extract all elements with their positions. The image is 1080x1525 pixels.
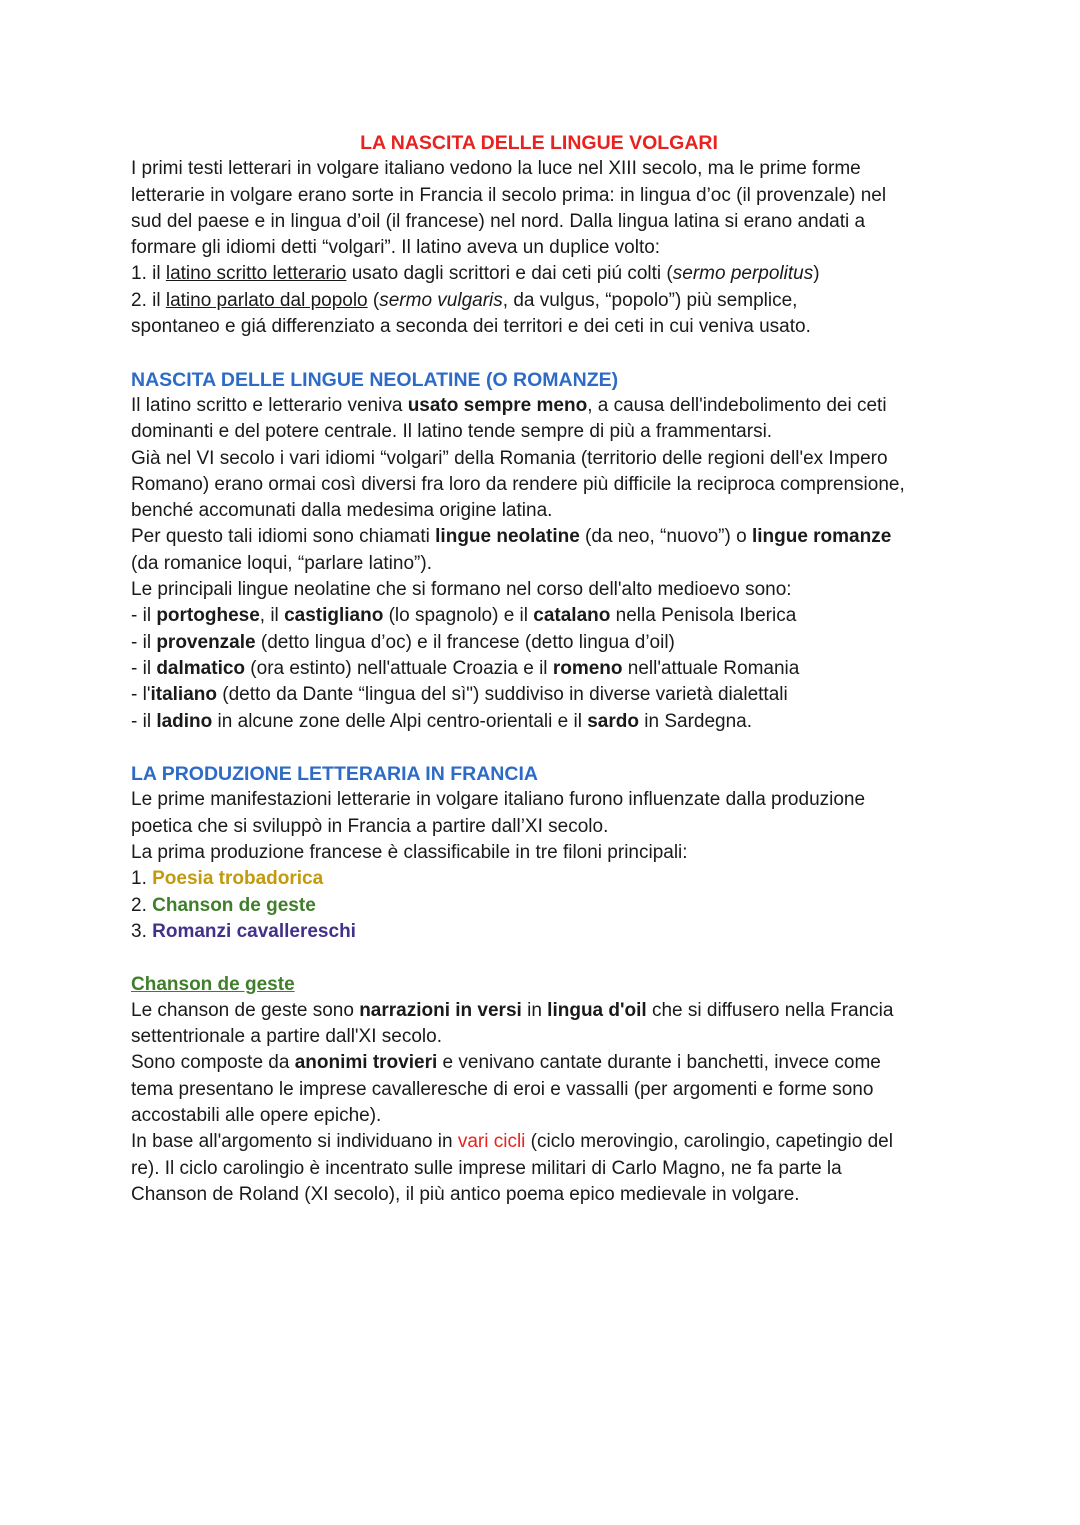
section-heading-neolatine: NASCITA DELLE LINGUE NEOLATINE (O ROMANZE): [131, 368, 619, 391]
intro-line-1: I primi testi letterari in volgare italiano vedono la luce nel XIII secolo, ma le prime forme: [131, 158, 861, 180]
underlined-term: latino scritto letterario: [165, 263, 347, 285]
list-item: - il dalmatico (ora estinto) nell'attuale Croazia e il romeno nell'attuale Romania: [131, 657, 800, 679]
subsection-heading-chanson: Chanson de geste: [131, 973, 295, 995]
section-heading-francia: LA PRODUZIONE LETTERARIA IN FRANCIA: [131, 763, 538, 786]
paragraph-line: accostabili alle opere epiche).: [131, 1104, 382, 1126]
list-item: - il provenzale (detto lingua d’oc) e il francese (detto lingua d’oil): [131, 631, 675, 653]
paragraph-line: settentrionale a partire dall'XI secolo.: [131, 1026, 442, 1048]
list-item: 1. Poesia trobadorica: [131, 868, 324, 890]
intro-line-3: sud del paese e in lingua d’oil (il francese) nel nord. Dalla lingua latina si erano andati a: [131, 210, 866, 232]
page-title: LA NASCITA DELLE LINGUE VOLGARI: [360, 132, 718, 154]
paragraph-line: poetica che si sviluppò in Francia a partire dall’XI secolo.: [131, 815, 609, 837]
document-page: [131, 130, 971, 1208]
paragraph-line: La prima produzione francese è classificabile in tre filoni principali:: [131, 842, 688, 864]
list-item: 2. Chanson de geste: [131, 894, 316, 916]
paragraph-line: Le prime manifestazioni letterarie in volgare italiano furono influenzate dalla produzione: [131, 789, 866, 811]
intro-line-2: letterarie in volgare erano sorte in Francia il secolo prima: in lingua d’oc (il provenzale) nel: [131, 184, 887, 206]
paragraph-line: Il latino scritto e letterario veniva usato sempre meno, a causa dell'indebolimento dei ceti: [131, 394, 887, 416]
paragraph-line: re). Il ciclo carolingio è incentrato sulle imprese militari di Carlo Magno, ne fa parte la: [131, 1157, 842, 1179]
list-item: - il portoghese, il castigliano (lo spagnolo) e il catalano nella Penisola Iberica: [131, 605, 797, 627]
paragraph-line: tema presentano le imprese cavalleresche di eroi e vassalli (per argomenti e forme sono: [131, 1078, 874, 1100]
paragraph-line: (da romanice loqui, “parlare latino”).: [131, 552, 432, 574]
paragraph-line: Chanson de Roland (XI secolo), il più antico poema epico medievale in volgare.: [131, 1183, 800, 1205]
paragraph-line: Già nel VI secolo i vari idiomi “volgari” della Romania (territorio delle regioni dell'ex Impero: [131, 447, 888, 469]
underlined-term: latino parlato dal popolo: [165, 289, 368, 311]
paragraph-line: Romano) erano ormai così diversi fra loro da rendere più difficile la reciproca comprensione,: [131, 473, 905, 495]
list-item: - l'italiano (detto da Dante “lingua del sì") suddiviso in diverse varietà dialettali: [131, 684, 788, 706]
paragraph-line: In base all'argomento si individuano in vari cicli (ciclo merovingio, carolingio, capetingio del: [131, 1131, 893, 1153]
italic-term: sermo vulgaris: [379, 289, 503, 311]
list-item: - il ladino in alcune zone delle Alpi centro-orientali e il sardo in Sardegna.: [131, 710, 753, 732]
paragraph-line: benché accomunati dalla medesima origine latina.: [131, 500, 553, 522]
intro-line-4: formare gli idiomi detti “volgari”. Il latino aveva un duplice volto:: [131, 237, 661, 259]
italic-term: sermo perpolitus: [672, 263, 814, 285]
intro-line-7: spontaneo e giá differenziato a seconda dei territori e dei ceti in cui veniva usato.: [131, 316, 811, 338]
paragraph-line: Sono composte da anonimi trovieri e venivano cantate durante i banchetti, invece come: [131, 1052, 881, 1074]
paragraph-line: Le chanson de geste sono narrazioni in versi in lingua d'oil che si diffusero nella Francia: [131, 999, 894, 1021]
intro-item-2: 2. il latino parlato dal popolo (sermo vulgaris, da vulgus, “popolo”) più semplice,: [131, 289, 798, 311]
paragraph-line: dominanti e del potere centrale. Il latino tende sempre di più a frammentarsi.: [131, 421, 773, 443]
paragraph-line: Le principali lingue neolatine che si formano nel corso dell'alto medioevo sono:: [131, 579, 792, 601]
paragraph-line: Per questo tali idiomi sono chiamati lingue neolatine (da neo, “nuovo”) o lingue romanze: [131, 526, 892, 548]
list-item: 3. Romanzi cavallereschi: [131, 920, 356, 942]
intro-item-1: 1. il latino scritto letterario usato dagli scrittori e dai ceti piú colti (sermo perpolitus): [131, 263, 820, 285]
